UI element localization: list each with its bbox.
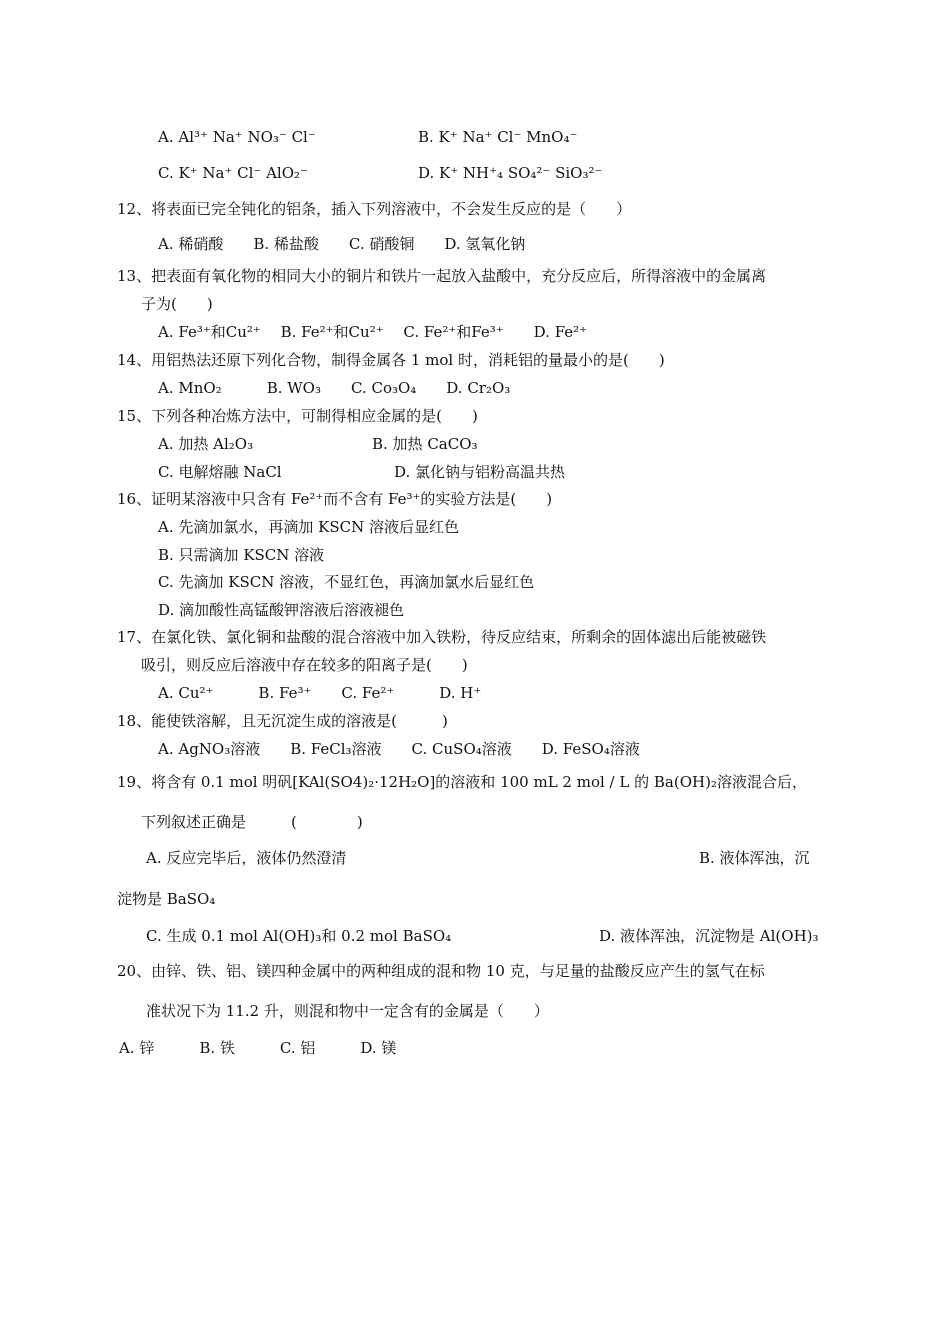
q14-stem: 14、用铝热法还原下列化合物，制得金属各 1 mol 时，消耗铝的量最小的是( ) [117, 351, 665, 369]
q13-stem-line-1: 13、把表面有氧化物的相同大小的铜片和铁片一起放入盐酸中，充分反应后，所得溶液中的金属离 [117, 267, 767, 285]
q17-options: A. Cu²⁺ B. Fe³⁺ C. Fe²⁺ D. H⁺ [158, 684, 482, 702]
q11-option-a: A. Al³⁺ Na⁺ NO₃⁻ Cl⁻ [158, 128, 316, 146]
q17-stem-line-1: 17、在氯化铁、氯化铜和盐酸的混合溶液中加入铁粉，待反应结束，所剩余的固体滤出后能被磁铁 [117, 628, 767, 646]
q19-option-a: A. 反应完毕后，液体仍然澄清 [146, 849, 347, 867]
q13-stem-line-2: 子为( ) [141, 295, 213, 313]
q18-stem: 18、能使铁溶解，且无沉淀生成的溶液是( ) [117, 712, 448, 730]
q19-stem-line-1: 19、将含有 0.1 mol 明矾[KAl(SO4)₂·12H₂O]的溶液和 100 mL 2 mol / L 的 Ba(OH)₂溶液混合后， [117, 773, 807, 791]
q17-stem-line-2: 吸引，则反应后溶液中存在较多的阳离子是( ) [141, 656, 468, 674]
q19-option-d: D. 液体浑浊，沉淀物是 Al(OH)₃ [599, 927, 819, 945]
q16-option-d: D. 滴加酸性高锰酸钾溶液后溶液褪色 [158, 601, 405, 619]
q18-options: A. AgNO₃溶液 B. FeCl₃溶液 C. CuSO₄溶液 D. FeSO₄溶液 [158, 740, 640, 758]
q16-option-b: B. 只需滴加 KSCN 溶液 [158, 546, 325, 564]
q16-stem: 16、证明某溶液中只含有 Fe²⁺而不含有 Fe³⁺的实验方法是( ) [117, 490, 553, 508]
q20-stem-line-2: 准状况下为 11.2 升，则混和物中一定含有的金属是（ ） [146, 1002, 549, 1020]
q19-option-b: B. 液体浑浊，沉 [699, 849, 810, 867]
q20-options: A. 锌 B. 铁 C. 铝 D. 镁 [119, 1039, 397, 1057]
q15-option-d: D. 氯化钠与铝粉高温共热 [394, 463, 566, 481]
q20-stem-line-1: 20、由锌、铁、铝、镁四种金属中的两种组成的混和物 10 克，与足量的盐酸反应产生的氢气在标 [117, 962, 765, 980]
q11-option-d: D. K⁺ NH⁺₄ SO₄²⁻ SiO₃²⁻ [418, 164, 603, 182]
q12-options: A. 稀硝酸 B. 稀盐酸 C. 硝酸铜 D. 氢氧化钠 [158, 235, 526, 253]
q16-option-c: C. 先滴加 KSCN 溶液，不显红色，再滴加氯水后显红色 [158, 573, 535, 591]
q15-option-c: C. 电解熔融 NaCl [158, 463, 282, 481]
q19-option-b-continued: 淀物是 BaSO₄ [117, 890, 216, 908]
q19-option-c: C. 生成 0.1 mol Al(OH)₃和 0.2 mol BaSO₄ [146, 927, 452, 945]
q14-options: A. MnO₂ B. WO₃ C. Co₃O₄ D. Cr₂O₃ [158, 379, 511, 397]
q13-options: A. Fe³⁺和Cu²⁺ B. Fe²⁺和Cu²⁺ C. Fe²⁺和Fe³⁺ D. Fe²⁺ [158, 323, 588, 341]
q16-option-a: A. 先滴加氯水，再滴加 KSCN 溶液后显红色 [158, 518, 459, 536]
q15-stem: 15、下列各种冶炼方法中，可制得相应金属的是( ) [117, 407, 478, 425]
q11-option-b: B. K⁺ Na⁺ Cl⁻ MnO₄⁻ [418, 128, 578, 146]
q11-option-c: C. K⁺ Na⁺ Cl⁻ AlO₂⁻ [158, 164, 308, 182]
q19-stem-line-2: 下列叙述正确是 ( ) [141, 813, 363, 831]
q15-option-a: A. 加热 Al₂O₃ [158, 435, 254, 453]
q15-option-b: B. 加热 CaCO₃ [372, 435, 478, 453]
q12-stem: 12、将表面已完全钝化的铝条，插入下列溶液中，不会发生反应的是（ ） [117, 200, 632, 218]
